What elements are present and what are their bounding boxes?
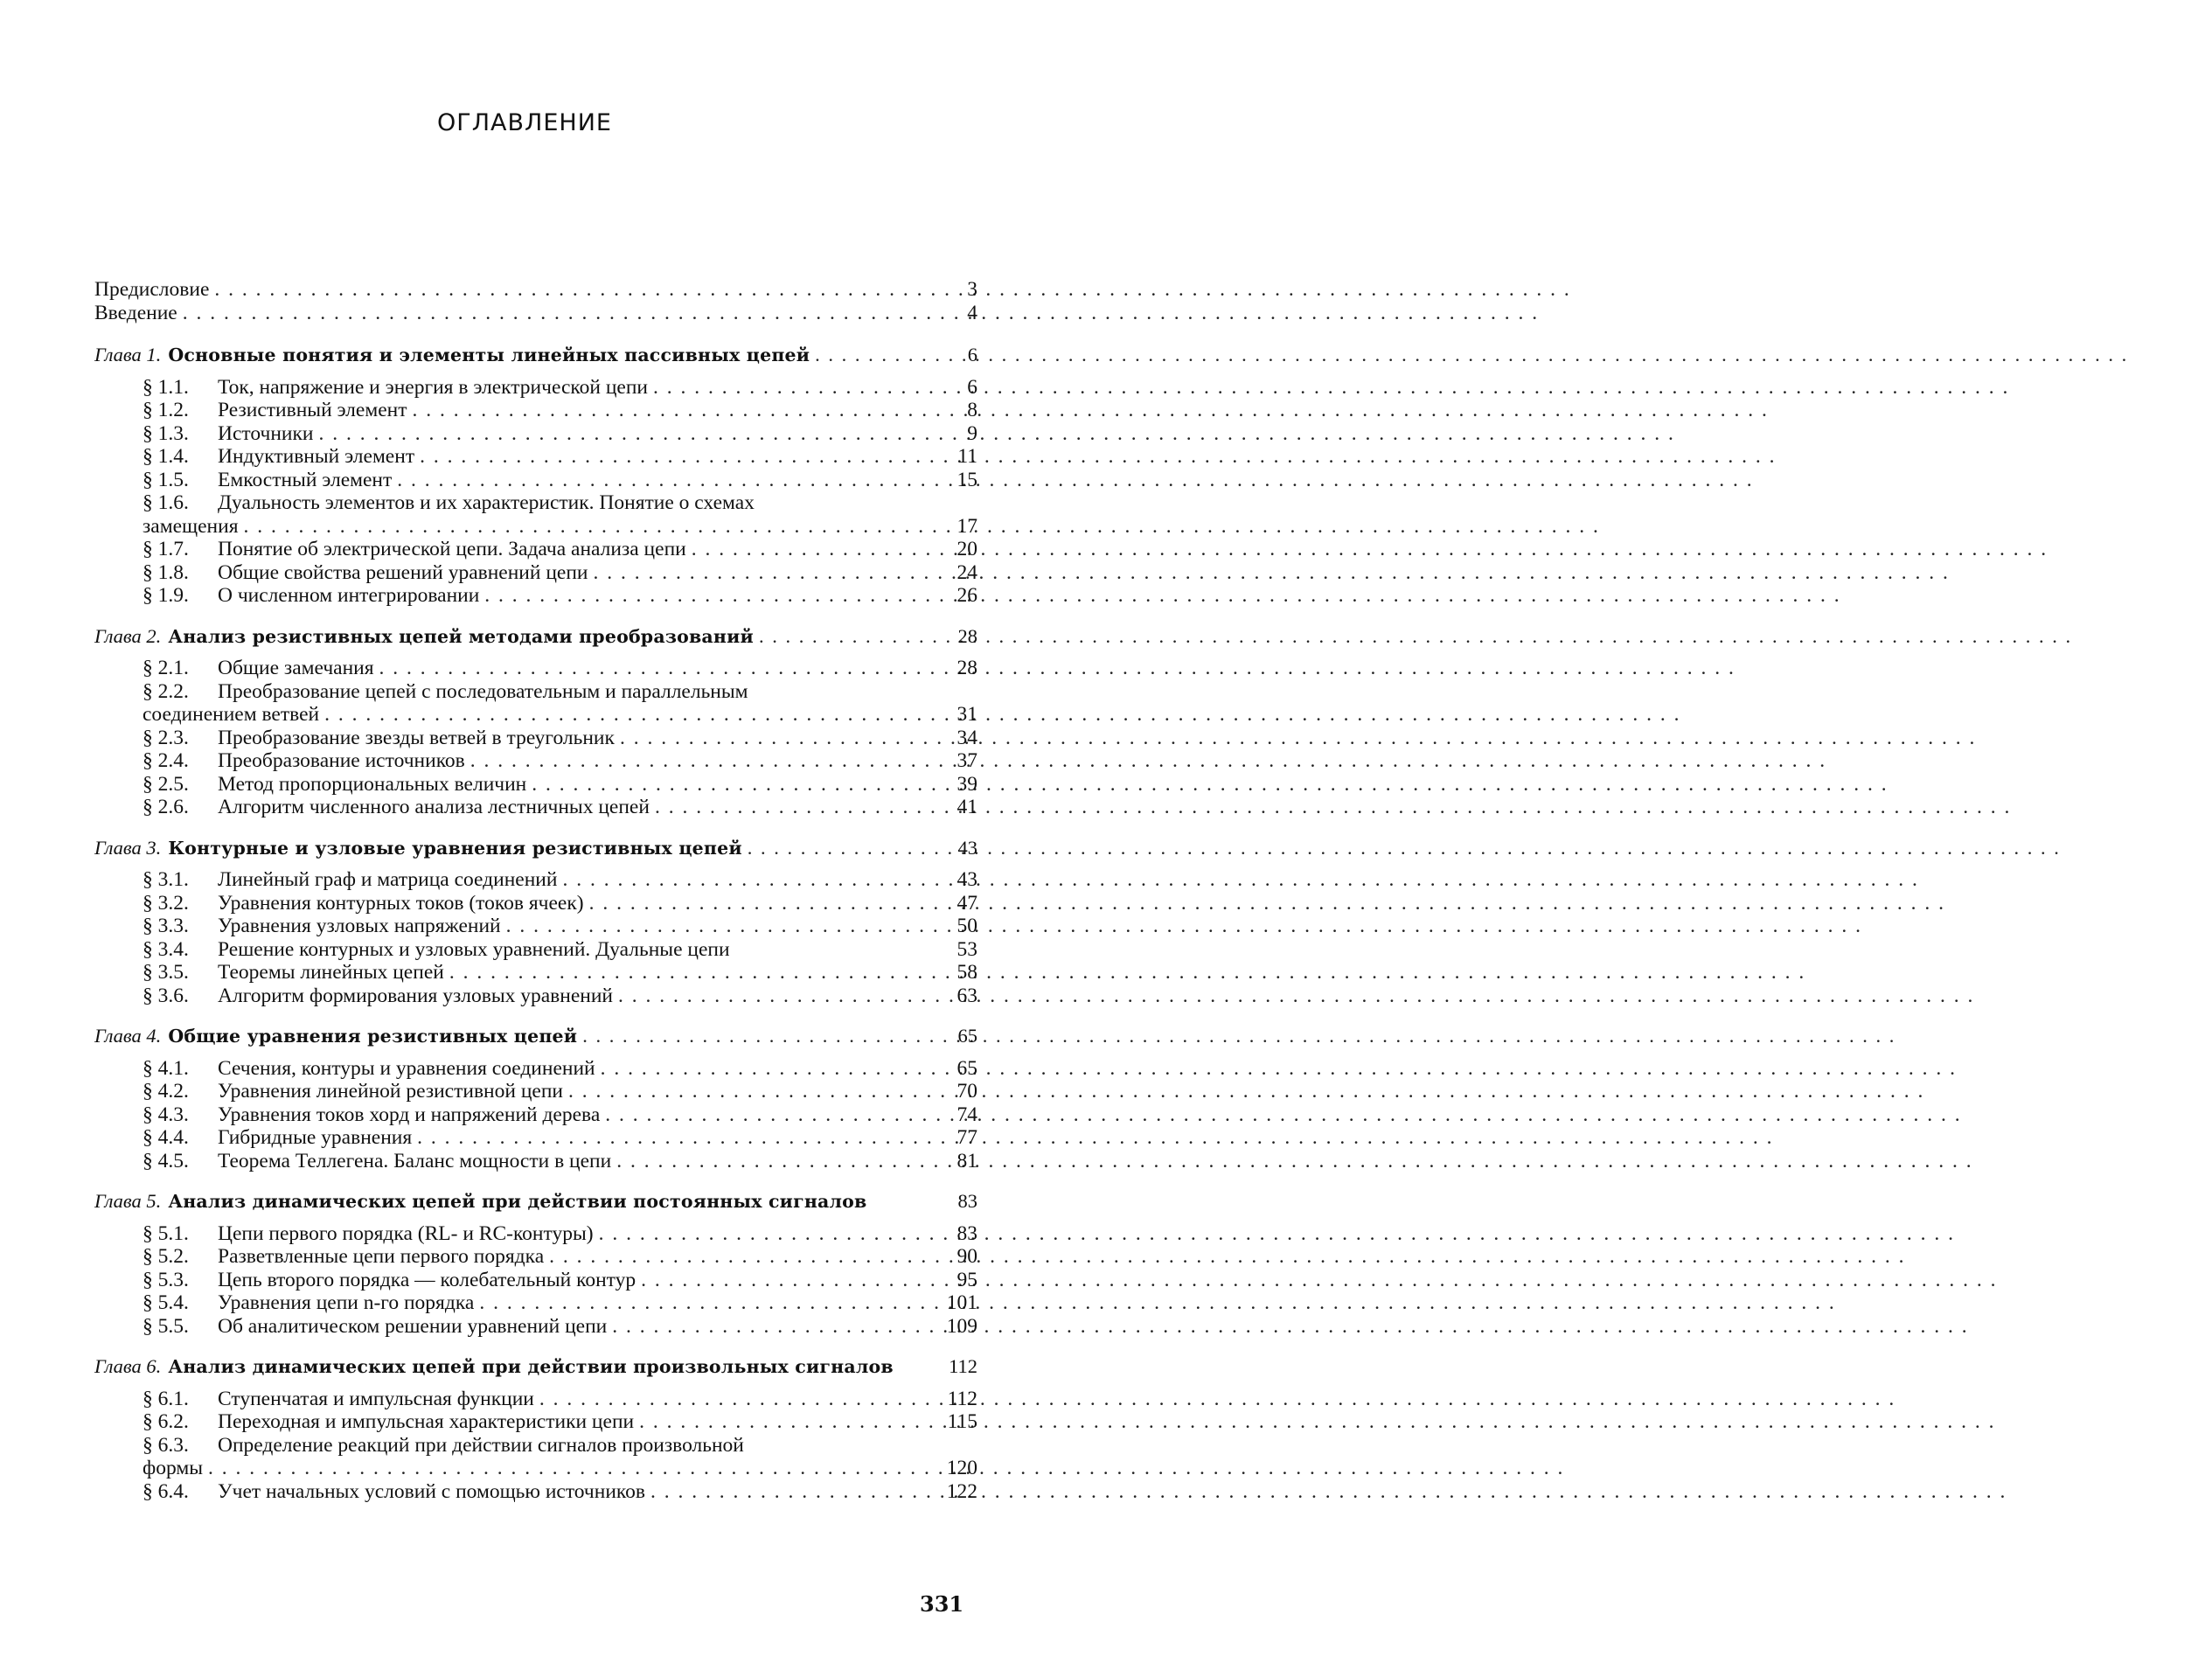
section-number: § 2.1. bbox=[143, 657, 189, 679]
section-entry bbox=[94, 376, 977, 400]
section-title: Уравнения токов хорд и напряжений дерева bbox=[218, 1103, 601, 1126]
chapter-number: Глава 2. bbox=[94, 624, 162, 647]
section-entry bbox=[94, 892, 977, 915]
section-entry bbox=[94, 868, 977, 892]
section-entry bbox=[94, 915, 977, 938]
section-page: 109 bbox=[946, 1314, 977, 1338]
dot-leader bbox=[601, 1057, 937, 1081]
section-entry bbox=[94, 538, 977, 561]
chapter-number: Глава 6. bbox=[94, 1355, 162, 1377]
section-entry bbox=[94, 422, 977, 446]
section-title: Решение контурных и узловых уравнений. Дуальные цепи bbox=[218, 937, 730, 961]
section-number: § 1.9. bbox=[143, 584, 189, 607]
section-entry bbox=[94, 796, 977, 819]
dot-leader bbox=[562, 868, 937, 892]
section-entry bbox=[94, 469, 977, 492]
dot-leader bbox=[650, 1480, 937, 1504]
section-page: 58 bbox=[956, 961, 977, 984]
dot-leader bbox=[612, 1315, 937, 1339]
section-number: § 3.6. bbox=[143, 984, 189, 1007]
dot-leader bbox=[532, 773, 937, 797]
page-title: ОГЛАВЛЕНИЕ bbox=[437, 109, 612, 136]
section-title: Метод пропорциональных величин bbox=[218, 772, 527, 796]
section-number: § 2.5. bbox=[143, 772, 189, 796]
section-number: § 1.1. bbox=[143, 375, 189, 399]
section-number: § 1.6. bbox=[143, 491, 189, 514]
section-title: Общие свойства решений уравнений цепи bbox=[218, 560, 588, 584]
dot-leader bbox=[484, 584, 937, 608]
section-number: § 1.8. bbox=[143, 560, 189, 584]
section-page: 50 bbox=[956, 915, 977, 937]
section-title: Индуктивный элемент bbox=[218, 445, 415, 468]
chapter-title: Анализ динамических цепей при действии постоянных сигналов bbox=[168, 1191, 867, 1212]
chapter-number: Глава 3. bbox=[94, 836, 162, 859]
section-title: Преобразование звезды ветвей в треугольник bbox=[218, 726, 615, 749]
section-entry bbox=[94, 1410, 977, 1434]
section-page: 11 bbox=[957, 445, 977, 468]
section-number: § 4.4. bbox=[143, 1126, 189, 1149]
chapter-page: 28 bbox=[957, 624, 977, 647]
section-number: § 2.6. bbox=[143, 796, 189, 818]
chapter-heading bbox=[94, 1025, 977, 1048]
chapter-page: 65 bbox=[957, 1025, 977, 1047]
section-number: § 5.3. bbox=[143, 1268, 189, 1291]
dot-leader bbox=[618, 985, 937, 1008]
dot-leader bbox=[568, 1080, 937, 1103]
section-page: 28 bbox=[956, 657, 977, 679]
section-number: § 3.4. bbox=[143, 937, 189, 961]
section-entry bbox=[94, 727, 977, 750]
section-page: 81 bbox=[956, 1149, 977, 1172]
dot-leader bbox=[479, 1291, 937, 1315]
dot-leader bbox=[616, 1150, 937, 1173]
section-number: § 2.4. bbox=[143, 749, 189, 772]
chapter-number: Глава 4. bbox=[94, 1025, 162, 1047]
section-page: 8 bbox=[967, 399, 977, 421]
section-entry bbox=[94, 1434, 977, 1458]
section-title: Преобразование цепей с последовательным и параллельным bbox=[218, 679, 748, 703]
section-page: 31 bbox=[956, 703, 977, 726]
section-number: § 5.2. bbox=[143, 1245, 189, 1268]
dot-leader bbox=[413, 399, 938, 422]
section-title: Теоремы линейных цепей bbox=[218, 961, 444, 984]
dot-leader bbox=[214, 278, 937, 302]
dot-leader bbox=[397, 469, 937, 492]
section-entry bbox=[94, 1057, 977, 1081]
chapter-page: 43 bbox=[957, 836, 977, 859]
section-title: Теорема Теллегена. Баланс мощности в цепи bbox=[218, 1149, 612, 1172]
section-page: 37 bbox=[956, 749, 977, 772]
dot-leader bbox=[417, 1126, 937, 1150]
section-title: Ступенчатая и импульсная функции bbox=[218, 1387, 534, 1410]
section-number: § 5.1. bbox=[143, 1221, 189, 1245]
section-entry bbox=[94, 1222, 977, 1246]
dot-leader bbox=[420, 445, 937, 469]
dot-leader bbox=[815, 344, 937, 367]
section-page: 34 bbox=[956, 726, 977, 749]
toc-entry bbox=[94, 302, 977, 325]
section-entry bbox=[94, 1388, 977, 1411]
section-title: О численном интегрировании bbox=[218, 584, 480, 607]
section-title: Цепи первого порядка (RL- и RC-контуры) bbox=[218, 1221, 594, 1245]
dot-leader bbox=[318, 422, 937, 446]
section-entry bbox=[94, 1126, 977, 1150]
section-number: § 6.4. bbox=[143, 1479, 189, 1503]
section-entry bbox=[94, 1480, 977, 1504]
section-page: 26 bbox=[956, 584, 977, 607]
section-entry bbox=[94, 657, 977, 680]
section-title: Емкостный элемент bbox=[218, 468, 393, 491]
dot-leader bbox=[506, 915, 937, 938]
section-page: 115 bbox=[947, 1410, 977, 1433]
dot-leader bbox=[655, 796, 937, 819]
section-page: 63 bbox=[956, 984, 977, 1007]
section-title: Определение реакций при действии сигналов произвольной bbox=[218, 1433, 744, 1457]
section-number: § 1.3. bbox=[143, 421, 189, 445]
toc-entry bbox=[94, 278, 977, 302]
dot-leader bbox=[692, 538, 937, 561]
section-page: 15 bbox=[956, 468, 977, 491]
section-page: 83 bbox=[956, 1221, 977, 1245]
section-entry bbox=[94, 1150, 977, 1173]
section-page: 43 bbox=[956, 868, 977, 891]
section-title-continuation: замещения bbox=[143, 514, 239, 538]
section-page: 70 bbox=[956, 1080, 977, 1103]
section-title: Понятие об электрической цепи. Задача анализа цепи bbox=[218, 538, 686, 560]
dot-leader bbox=[183, 302, 937, 325]
section-number: § 2.2. bbox=[143, 679, 189, 703]
section-number: § 1.4. bbox=[143, 445, 189, 468]
section-entry bbox=[94, 961, 977, 985]
section-number: § 1.2. bbox=[143, 399, 189, 421]
section-number: § 3.3. bbox=[143, 915, 189, 937]
section-page: 77 bbox=[956, 1126, 977, 1149]
section-page: 53 bbox=[956, 937, 977, 961]
section-page: 74 bbox=[956, 1103, 977, 1126]
entry-page: 4 bbox=[967, 301, 977, 324]
section-page: 65 bbox=[956, 1056, 977, 1080]
section-number: § 5.5. bbox=[143, 1314, 189, 1338]
entry-label: Предисловие bbox=[94, 278, 210, 301]
dot-leader bbox=[748, 837, 937, 860]
dot-leader bbox=[379, 657, 937, 680]
section-page: 120 bbox=[946, 1457, 977, 1479]
chapter-heading bbox=[94, 625, 977, 649]
section-number: § 6.3. bbox=[143, 1433, 189, 1457]
dot-leader bbox=[244, 515, 937, 539]
chapter-title: Анализ резистивных цепей методами преобразований bbox=[168, 625, 754, 647]
section-page: 90 bbox=[956, 1245, 977, 1268]
section-entry bbox=[94, 938, 977, 962]
chapter-page: 83 bbox=[957, 1190, 977, 1212]
section-page: 95 bbox=[956, 1268, 977, 1291]
chapter-page: 112 bbox=[949, 1355, 977, 1377]
section-number: § 1.5. bbox=[143, 468, 189, 491]
section-title: Уравнения узловых напряжений bbox=[218, 915, 501, 937]
section-entry bbox=[94, 1245, 977, 1269]
section-page: 112 bbox=[947, 1387, 977, 1410]
section-title: Дуальность элементов и их характеристик. Понятие о схемах bbox=[218, 491, 755, 514]
dot-leader bbox=[470, 749, 937, 773]
section-entry bbox=[94, 584, 977, 608]
section-title-continuation: формы bbox=[143, 1457, 204, 1479]
section-title: Переходная и импульсная характеристики цепи bbox=[218, 1410, 635, 1433]
section-entry bbox=[94, 1315, 977, 1339]
section-title: Преобразование источников bbox=[218, 749, 465, 772]
section-title: Учет начальных условий с помощью источников bbox=[218, 1479, 645, 1503]
chapter-title: Общие уравнения резистивных цепей bbox=[168, 1026, 578, 1047]
section-number: § 6.2. bbox=[143, 1410, 189, 1433]
dot-leader bbox=[324, 703, 937, 727]
chapter-number: Глава 5. bbox=[94, 1190, 162, 1212]
toc-page bbox=[0, 0, 1049, 1663]
section-entry-continuation bbox=[94, 1457, 977, 1480]
section-title: Гибридные уравнения bbox=[218, 1126, 413, 1149]
table-of-contents bbox=[94, 278, 977, 1503]
section-title: Алгоритм формирования узловых уравнений bbox=[218, 984, 613, 1007]
section-number: § 4.1. bbox=[143, 1056, 189, 1080]
section-title: Источники bbox=[218, 421, 314, 445]
section-title: Общие замечания bbox=[218, 657, 374, 679]
section-title: Цепь второго порядка — колебательный контур bbox=[218, 1268, 636, 1291]
dot-leader bbox=[620, 727, 937, 750]
section-number: § 5.4. bbox=[143, 1291, 189, 1314]
dot-leader bbox=[759, 625, 937, 649]
section-entry bbox=[94, 1291, 977, 1315]
dot-leader bbox=[653, 376, 937, 400]
section-number: § 4.2. bbox=[143, 1080, 189, 1103]
section-entry bbox=[94, 749, 977, 773]
entry-page: 3 bbox=[967, 278, 977, 301]
section-title: Об аналитическом решении уравнений цепи bbox=[218, 1314, 608, 1338]
section-title: Алгоритм численного анализа лестничных цепей bbox=[218, 796, 650, 818]
section-number: § 1.7. bbox=[143, 538, 189, 560]
section-number: § 3.2. bbox=[143, 891, 189, 915]
section-entry bbox=[94, 491, 977, 515]
section-entry-continuation bbox=[94, 703, 977, 727]
dot-leader bbox=[599, 1222, 937, 1246]
entry-label: Введение bbox=[94, 301, 177, 324]
chapter-title: Контурные и узловые уравнения резистивных цепей bbox=[168, 837, 742, 859]
section-number: § 3.5. bbox=[143, 961, 189, 984]
chapter-heading bbox=[94, 1355, 977, 1379]
dot-leader bbox=[641, 1269, 937, 1292]
section-number: § 3.1. bbox=[143, 868, 189, 891]
section-entry bbox=[94, 1103, 977, 1127]
section-entry bbox=[94, 680, 977, 704]
dot-leader bbox=[539, 1388, 937, 1411]
section-title: Уравнения контурных токов (токов ячеек) bbox=[218, 891, 584, 915]
dot-leader bbox=[582, 1025, 937, 1048]
section-number: § 2.3. bbox=[143, 726, 189, 749]
section-number: § 4.3. bbox=[143, 1103, 189, 1126]
section-title: Резистивный элемент bbox=[218, 399, 407, 421]
section-page: 122 bbox=[946, 1479, 977, 1503]
chapter-title: Основные понятия и элементы линейных пассивных цепей bbox=[168, 344, 810, 365]
section-page: 41 bbox=[956, 796, 977, 818]
section-page: 39 bbox=[956, 772, 977, 796]
dot-leader bbox=[639, 1410, 937, 1434]
section-entry bbox=[94, 1080, 977, 1103]
section-entry bbox=[94, 399, 977, 422]
chapter-number: Глава 1. bbox=[94, 344, 162, 365]
section-title: Уравнения линейной резистивной цепи bbox=[218, 1080, 563, 1103]
page-number: 331 bbox=[920, 1591, 964, 1617]
section-entry bbox=[94, 1269, 977, 1292]
section-title: Разветвленные цепи первого порядка bbox=[218, 1245, 545, 1268]
dot-leader bbox=[594, 561, 938, 585]
section-page: 17 bbox=[956, 514, 977, 538]
dot-leader bbox=[549, 1245, 937, 1269]
dot-leader bbox=[589, 892, 937, 915]
chapter-page: 6 bbox=[967, 344, 977, 365]
section-entry bbox=[94, 773, 977, 797]
section-number: § 6.1. bbox=[143, 1387, 189, 1410]
chapter-heading bbox=[94, 837, 977, 860]
section-page: 47 bbox=[956, 891, 977, 915]
section-title: Линейный граф и матрица соединений bbox=[218, 868, 558, 891]
section-title-continuation: соединением ветвей bbox=[143, 703, 320, 726]
section-page: 24 bbox=[956, 560, 977, 584]
section-page: 20 bbox=[956, 538, 977, 560]
section-number: § 4.5. bbox=[143, 1149, 189, 1172]
chapter-title: Анализ динамических цепей при действии произвольных сигналов bbox=[168, 1356, 894, 1377]
section-entry bbox=[94, 985, 977, 1008]
section-entry-continuation bbox=[94, 515, 977, 539]
section-page: 9 bbox=[967, 421, 977, 445]
section-title: Ток, напряжение и энергия в электрической цепи bbox=[218, 375, 648, 399]
section-entry bbox=[94, 445, 977, 469]
chapter-heading bbox=[94, 344, 977, 367]
section-page: 6 bbox=[967, 375, 977, 399]
dot-leader bbox=[449, 961, 937, 985]
section-title: Сечения, контуры и уравнения соединений bbox=[218, 1056, 595, 1080]
dot-leader bbox=[208, 1457, 937, 1480]
section-title: Уравнения цепи n-го порядка bbox=[218, 1291, 475, 1314]
section-entry bbox=[94, 561, 977, 585]
dot-leader bbox=[605, 1103, 937, 1127]
section-page: 101 bbox=[946, 1291, 977, 1314]
chapter-heading bbox=[94, 1190, 977, 1214]
